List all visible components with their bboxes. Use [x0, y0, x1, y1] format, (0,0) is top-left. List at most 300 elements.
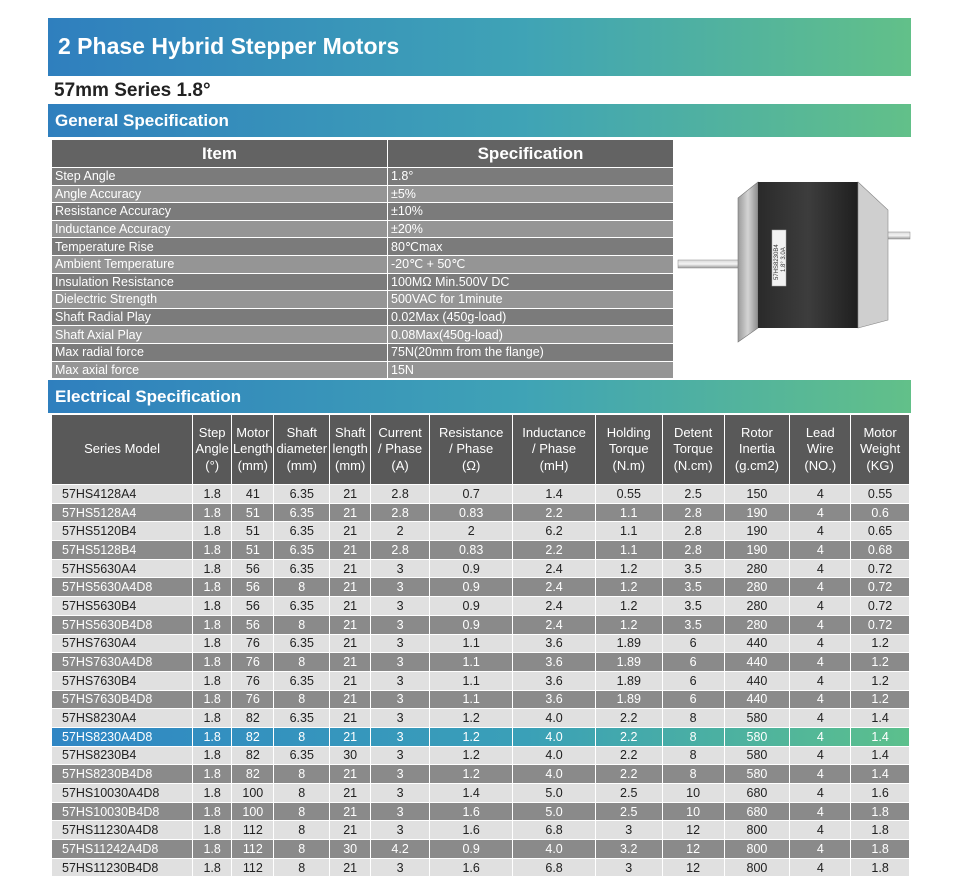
value-cell: 56	[232, 597, 274, 616]
value-cell: 3.6	[513, 671, 595, 690]
spec-value-cell: 500VAC for 1minute	[388, 291, 674, 309]
value-cell: 3	[371, 671, 430, 690]
value-cell: 0.72	[851, 615, 910, 634]
value-cell: 4.0	[513, 709, 595, 728]
value-cell: 1.1	[429, 634, 512, 653]
value-cell: 2.8	[371, 541, 430, 560]
value-cell: 4	[790, 727, 851, 746]
general-spec-row	[52, 343, 674, 361]
general-spec-row	[52, 238, 674, 256]
value-cell: 2.2	[513, 541, 595, 560]
value-cell: 2.8	[662, 522, 724, 541]
header-line: Holding	[606, 424, 651, 440]
value-cell: 1.8	[193, 690, 232, 709]
spec-item-cell: Max radial force	[52, 343, 388, 361]
header-line: (KG)	[866, 457, 894, 473]
value-cell: 41	[232, 485, 274, 504]
value-cell: 4.0	[513, 746, 595, 765]
value-cell: 2.8	[371, 485, 430, 504]
value-cell: 6	[662, 653, 724, 672]
value-cell: 56	[232, 615, 274, 634]
motor-label-line1: 57HS8230B4	[774, 244, 780, 280]
value-cell: 2.8	[662, 503, 724, 522]
value-cell: 1.4	[851, 709, 910, 728]
value-cell: 4.0	[513, 727, 595, 746]
motor-model-row	[52, 653, 910, 672]
value-cell: 3.5	[662, 578, 724, 597]
value-cell: 3	[371, 727, 430, 746]
value-cell: 1.2	[595, 578, 662, 597]
value-cell: 580	[724, 765, 790, 784]
value-cell: 4	[790, 522, 851, 541]
value-cell: 2.4	[513, 615, 595, 634]
value-cell: 21	[330, 485, 371, 504]
header-line: (Ω)	[461, 457, 481, 473]
general-spec-row	[52, 220, 674, 238]
electrical-column-header	[330, 415, 371, 485]
value-cell: 112	[232, 821, 274, 840]
value-cell: 1.8	[851, 840, 910, 859]
motor-model-row	[52, 765, 910, 784]
value-cell: 4	[790, 541, 851, 560]
model-cell: 57HS5128A4	[52, 503, 193, 522]
electrical-column-header	[595, 415, 662, 485]
value-cell: 21	[330, 802, 371, 821]
motor-model-row	[52, 541, 910, 560]
value-cell: 6.35	[274, 503, 330, 522]
value-cell: 8	[662, 727, 724, 746]
model-cell: 57HS5120B4	[52, 522, 193, 541]
value-cell: 0.65	[851, 522, 910, 541]
value-cell: 21	[330, 858, 371, 877]
value-cell: 1.8	[851, 821, 910, 840]
value-cell: 440	[724, 671, 790, 690]
header-line: / Phase	[449, 441, 494, 457]
value-cell: 1.2	[429, 709, 512, 728]
header-line: Torque	[673, 441, 713, 457]
value-cell: 3.2	[595, 840, 662, 859]
value-cell: 8	[274, 858, 330, 877]
value-cell: 6.35	[274, 709, 330, 728]
header-line: / Phase	[532, 441, 577, 457]
value-cell: 3	[371, 634, 430, 653]
value-cell: 12	[662, 840, 724, 859]
header-line: Step	[198, 424, 226, 440]
value-cell: 1.4	[513, 485, 595, 504]
value-cell: 1.89	[595, 634, 662, 653]
value-cell: 440	[724, 653, 790, 672]
value-cell: 4	[790, 746, 851, 765]
value-cell: 1.1	[595, 541, 662, 560]
value-cell: 1.8	[193, 634, 232, 653]
value-cell: 1.8	[851, 858, 910, 877]
value-cell: 1.89	[595, 653, 662, 672]
value-cell: 0.9	[429, 578, 512, 597]
spec-item-cell: Max axial force	[52, 361, 388, 379]
value-cell: 2.2	[595, 709, 662, 728]
value-cell: 21	[330, 727, 371, 746]
model-cell: 57HS10030A4D8	[52, 784, 193, 803]
header-line: (mm)	[286, 457, 317, 473]
value-cell: 82	[232, 727, 274, 746]
spec-item-cell: Ambient Temperature	[52, 255, 388, 273]
value-cell: 21	[330, 522, 371, 541]
value-cell: 0.68	[851, 541, 910, 560]
model-cell: 57HS4128A4	[52, 485, 193, 504]
value-cell: 8	[662, 746, 724, 765]
value-cell: 1.2	[429, 765, 512, 784]
value-cell: 1.8	[193, 858, 232, 877]
value-cell: 4	[790, 858, 851, 877]
motor-model-row	[52, 559, 910, 578]
value-cell: 4.0	[513, 765, 595, 784]
spec-item-cell: Angle Accuracy	[52, 185, 388, 203]
motor-model-row	[52, 727, 910, 746]
value-cell: 2.2	[595, 746, 662, 765]
header-line: Length	[232, 441, 273, 457]
electrical-spec-title: Electrical Specification	[55, 387, 242, 406]
value-cell: 8	[274, 653, 330, 672]
header-line: Detent	[673, 424, 713, 440]
general-spec-row	[52, 203, 674, 221]
page-title: 2 Phase Hybrid Stepper Motors	[58, 33, 400, 59]
value-cell: 4	[790, 671, 851, 690]
value-cell: 2.4	[513, 597, 595, 616]
motor-model-row	[52, 597, 910, 616]
value-cell: 1.6	[429, 858, 512, 877]
value-cell: 76	[232, 653, 274, 672]
value-cell: 2	[371, 522, 430, 541]
value-cell: 3	[371, 709, 430, 728]
model-cell: 57HS5630A4	[52, 559, 193, 578]
value-cell: 3.5	[662, 615, 724, 634]
value-cell: 21	[330, 784, 371, 803]
model-cell: 57HS7630B4D8	[52, 690, 193, 709]
header-line: Inertia	[738, 441, 776, 457]
value-cell: 0.55	[851, 485, 910, 504]
value-cell: 3.6	[513, 690, 595, 709]
value-cell: 12	[662, 821, 724, 840]
model-cell: 57HS11230B4D8	[52, 858, 193, 877]
value-cell: 0.55	[595, 485, 662, 504]
value-cell: 1.8	[851, 802, 910, 821]
spec-item-cell: Step Angle	[52, 168, 388, 186]
spec-item-cell: Dielectric Strength	[52, 291, 388, 309]
value-cell: 100	[232, 784, 274, 803]
value-cell: 21	[330, 709, 371, 728]
value-cell: 1.8	[193, 784, 232, 803]
model-cell: 57HS8230A4	[52, 709, 193, 728]
value-cell: 1.2	[851, 690, 910, 709]
value-cell: 0.9	[429, 597, 512, 616]
value-cell: 3.5	[662, 559, 724, 578]
value-cell: 8	[274, 615, 330, 634]
header-line: (mm)	[334, 457, 366, 473]
value-cell: 2.4	[513, 578, 595, 597]
model-cell: 57HS8230B4	[52, 746, 193, 765]
motor-model-row	[52, 840, 910, 859]
general-spec-row	[52, 308, 674, 326]
model-cell: 57HS8230A4D8	[52, 727, 193, 746]
value-cell: 8	[274, 765, 330, 784]
motor-model-row	[52, 485, 910, 504]
value-cell: 3	[371, 784, 430, 803]
value-cell: 440	[724, 690, 790, 709]
value-cell: 3	[371, 615, 430, 634]
general-spec-table	[51, 139, 674, 379]
model-cell: 57HS7630B4	[52, 671, 193, 690]
value-cell: 76	[232, 671, 274, 690]
value-cell: 150	[724, 485, 790, 504]
value-cell: 680	[724, 802, 790, 821]
value-cell: 3.6	[513, 634, 595, 653]
value-cell: 1.1	[595, 522, 662, 541]
value-cell: 56	[232, 578, 274, 597]
general-spec-row	[52, 255, 674, 273]
value-cell: 2	[429, 522, 512, 541]
value-cell: 0.6	[851, 503, 910, 522]
header-line: Shaft	[334, 424, 366, 440]
value-cell: 2.5	[595, 802, 662, 821]
value-cell: 4	[790, 690, 851, 709]
model-cell: 57HS7630A4	[52, 634, 193, 653]
value-cell: 21	[330, 615, 371, 634]
value-cell: 280	[724, 578, 790, 597]
value-cell: 8	[274, 784, 330, 803]
value-cell: 800	[724, 858, 790, 877]
value-cell: 4	[790, 802, 851, 821]
electrical-spec-table	[51, 414, 910, 877]
value-cell: 1.2	[595, 615, 662, 634]
value-cell: 21	[330, 541, 371, 560]
motor-model-row	[52, 522, 910, 541]
value-cell: 3	[371, 690, 430, 709]
value-cell: 3	[371, 559, 430, 578]
value-cell: 2.2	[595, 765, 662, 784]
motor-model-row	[52, 802, 910, 821]
value-cell: 1.8	[193, 541, 232, 560]
electrical-spec-header-row	[52, 415, 910, 485]
value-cell: 2.2	[595, 727, 662, 746]
value-cell: 1.4	[429, 784, 512, 803]
value-cell: 8	[274, 727, 330, 746]
general-spec-row	[52, 291, 674, 309]
value-cell: 1.6	[429, 802, 512, 821]
header-line: Weight	[859, 441, 901, 457]
page-banner	[48, 18, 911, 76]
spec-item-cell: Inductance Accuracy	[52, 220, 388, 238]
value-cell: 3.5	[662, 597, 724, 616]
value-cell: 190	[724, 522, 790, 541]
motor-model-row	[52, 690, 910, 709]
value-cell: 190	[724, 503, 790, 522]
value-cell: 2.8	[371, 503, 430, 522]
value-cell: 1.89	[595, 671, 662, 690]
value-cell: 21	[330, 671, 371, 690]
value-cell: 1.4	[851, 727, 910, 746]
value-cell: 1.8	[193, 765, 232, 784]
electrical-column-header	[790, 415, 851, 485]
value-cell: 0.72	[851, 597, 910, 616]
value-cell: 6.2	[513, 522, 595, 541]
electrical-spec-header	[48, 380, 911, 413]
value-cell: 21	[330, 634, 371, 653]
value-cell: 0.9	[429, 559, 512, 578]
motor-model-row	[52, 821, 910, 840]
value-cell: 21	[330, 559, 371, 578]
value-cell: 4	[790, 821, 851, 840]
header-line: (NO.)	[804, 457, 837, 473]
value-cell: 580	[724, 709, 790, 728]
value-cell: 6.35	[274, 541, 330, 560]
spec-item-cell: Shaft Axial Play	[52, 326, 388, 344]
electrical-column-header	[232, 415, 274, 485]
value-cell: 1.2	[595, 559, 662, 578]
header-line: (N.m)	[612, 457, 645, 473]
motor-model-row	[52, 709, 910, 728]
value-cell: 8	[274, 802, 330, 821]
header-line: length	[332, 441, 368, 457]
header-line: Current	[378, 424, 422, 440]
value-cell: 21	[330, 821, 371, 840]
value-cell: 680	[724, 784, 790, 803]
value-cell: 4	[790, 615, 851, 634]
model-cell: 57HS5128B4	[52, 541, 193, 560]
value-cell: 5.0	[513, 802, 595, 821]
value-cell: 21	[330, 503, 371, 522]
motor-model-row	[52, 858, 910, 877]
value-cell: 51	[232, 541, 274, 560]
spec-value-cell: 0.08Max(450g-load)	[388, 326, 674, 344]
value-cell: 1.8	[193, 578, 232, 597]
value-cell: 1.8	[193, 821, 232, 840]
header-line: (°)	[205, 457, 220, 473]
value-cell: 4	[790, 765, 851, 784]
value-cell: 5.0	[513, 784, 595, 803]
value-cell: 580	[724, 746, 790, 765]
header-line: / Phase	[378, 441, 423, 457]
value-cell: 0.83	[429, 503, 512, 522]
header-line: Torque	[608, 441, 649, 457]
value-cell: 0.72	[851, 578, 910, 597]
value-cell: 56	[232, 559, 274, 578]
value-cell: 0.9	[429, 615, 512, 634]
value-cell: 1.2	[851, 634, 910, 653]
value-cell: 100	[232, 802, 274, 821]
value-cell: 1.89	[595, 690, 662, 709]
value-cell: 3	[371, 765, 430, 784]
value-cell: 1.8	[193, 522, 232, 541]
value-cell: 440	[724, 634, 790, 653]
value-cell: 580	[724, 727, 790, 746]
electrical-column-header	[724, 415, 790, 485]
value-cell: 1.8	[193, 709, 232, 728]
value-cell: 10	[662, 784, 724, 803]
value-cell: 30	[330, 840, 371, 859]
value-cell: 51	[232, 522, 274, 541]
value-cell: 8	[274, 840, 330, 859]
value-cell: 1.2	[851, 653, 910, 672]
value-cell: 8	[274, 821, 330, 840]
header-line: Rotor	[741, 424, 773, 440]
value-cell: 4	[790, 503, 851, 522]
value-cell: 4	[790, 709, 851, 728]
value-cell: 8	[274, 690, 330, 709]
value-cell: 1.8	[193, 597, 232, 616]
value-cell: 6.8	[513, 858, 595, 877]
model-cell: 57HS5630B4D8	[52, 615, 193, 634]
value-cell: 3	[595, 858, 662, 877]
value-cell: 800	[724, 821, 790, 840]
value-cell: 1.8	[193, 653, 232, 672]
value-cell: 0.7	[429, 485, 512, 504]
spec-item-cell: Insulation Resistance	[52, 273, 388, 291]
electrical-column-header	[513, 415, 595, 485]
general-spec-header	[48, 104, 911, 137]
spec-value-cell: ±20%	[388, 220, 674, 238]
value-cell: 82	[232, 709, 274, 728]
motor-model-row	[52, 615, 910, 634]
value-cell: 6.35	[274, 746, 330, 765]
value-cell: 1.4	[851, 765, 910, 784]
value-cell: 21	[330, 597, 371, 616]
model-cell: 57HS10030B4D8	[52, 802, 193, 821]
header-line: (mm)	[237, 457, 268, 473]
value-cell: 6.35	[274, 485, 330, 504]
motor-model-row	[52, 784, 910, 803]
value-cell: 30	[330, 746, 371, 765]
value-cell: 280	[724, 597, 790, 616]
value-cell: 6	[662, 634, 724, 653]
header-line: Wire	[806, 441, 834, 457]
spec-value-cell: ±10%	[388, 203, 674, 221]
electrical-column-header	[274, 415, 330, 485]
header-line: Motor	[236, 424, 270, 440]
value-cell: 1.8	[193, 746, 232, 765]
electrical-column-header	[193, 415, 232, 485]
value-cell: 8	[662, 765, 724, 784]
value-cell: 1.4	[851, 746, 910, 765]
value-cell: 3	[371, 653, 430, 672]
value-cell: 51	[232, 503, 274, 522]
spec-value-cell: 15N	[388, 361, 674, 379]
header-line: (mH)	[539, 457, 569, 473]
value-cell: 1.2	[429, 746, 512, 765]
spec-value-cell: 80℃max	[388, 238, 674, 256]
value-cell: 21	[330, 578, 371, 597]
header-line: diameter	[276, 441, 328, 457]
value-cell: 3	[371, 578, 430, 597]
value-cell: 3	[371, 802, 430, 821]
value-cell: 1.8	[193, 485, 232, 504]
value-cell: 21	[330, 765, 371, 784]
header-line: Lead	[805, 424, 835, 440]
value-cell: 6.35	[274, 634, 330, 653]
value-cell: 0.9	[429, 840, 512, 859]
value-cell: 2.5	[595, 784, 662, 803]
value-cell: 6.8	[513, 821, 595, 840]
spec-value-cell: 75N(20mm from the flange)	[388, 343, 674, 361]
general-spec-row	[52, 273, 674, 291]
value-cell: 6.35	[274, 671, 330, 690]
value-cell: 4	[790, 784, 851, 803]
spec-item-cell: Shaft Radial Play	[52, 308, 388, 326]
value-cell: 3	[371, 821, 430, 840]
value-cell: 6.35	[274, 559, 330, 578]
value-cell: 2.2	[513, 503, 595, 522]
value-cell: 1.6	[851, 784, 910, 803]
value-cell: 2.8	[662, 541, 724, 560]
